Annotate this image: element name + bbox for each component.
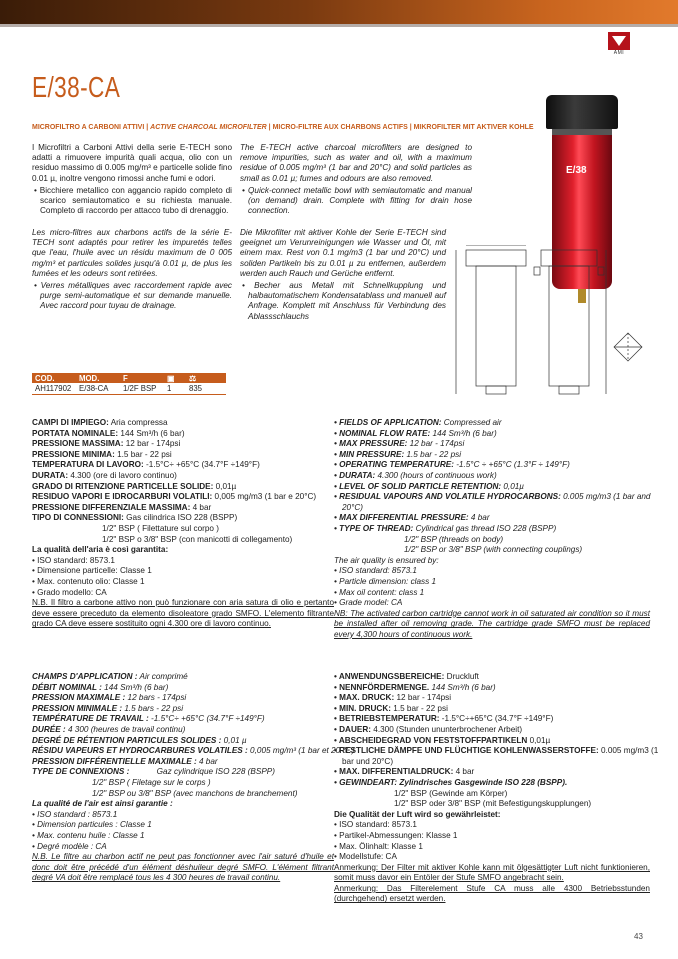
note-fr: N.B. Le filtre au charbon actif ne peut pas fonctionner avec l'air saturé d'huile et donc doit être précédé d'un élément déshuileur degré SMFO. L'élément filtrant degré VA doit être remplacé tous les 4 300 heures de travail continu. — [32, 852, 334, 883]
note-de-2: Anmerkung: Das Filterelement Stufe CA muss alle 4300 Betriebsstunden (durchgehend) ersetzt werden. — [334, 883, 650, 904]
product-label: E/38 — [566, 165, 587, 176]
banner-shadow — [0, 24, 678, 27]
technical-drawing — [446, 245, 646, 400]
top-banner — [0, 0, 678, 24]
col-weight-icon: ⚖ — [186, 373, 226, 383]
logo-mark-icon — [608, 32, 630, 50]
cell-qty: 1 — [164, 383, 186, 394]
intro-it-bullet: • Bicchiere metallico con aggancio rapido completo di scarico semiautomatico e su richiesta manuale. Completo di raccordo per attacco tubo di drenaggio. — [34, 185, 232, 216]
intro-en-bullet: • Quick-connect metallic bowl with semiautomatic and manual (on demand) drain. Complete with fitting for drain hose connection. — [242, 185, 472, 216]
note-de-1: Anmerkung: Der Filter mit aktiver Kohle kann mit ölgesättigter Luft nicht funktionieren, somit muss davor ein Entöler der Stufe SMFO angebracht sein. — [334, 862, 650, 883]
intro-en-paragraph: The E-TECH active charcoal microfilters are designed to remove impurities, such as water and oil, with a maximum residue of 0.005 mg/m³ (1 bar and 20°C) and solid particles as small as 0.01 µ; fumes and odours are also removed. — [240, 143, 472, 183]
intro-it — [32, 143, 232, 218]
intro-fr — [32, 228, 232, 314]
intro-en — [240, 143, 472, 218]
logo-text: AMI — [613, 50, 625, 56]
specs-it: CAMPI DI IMPIEGO: Aria compressa PORTATA NOMINALE: 144 Sm³/h (6 bar) PRESSIONE MASSIMA: 12 bar - 174psi PRESSIONE MINIMA: 1.5 bar - 22 psi TEMPERATURA DI LAVORO: -1.5°C÷ +65°C (34.7°F ÷149°F) DURATA: 4.300 (ore di lavoro continuo) GRADO DI RITENZIONE PARTICELLE SOLIDE: 0,01µ RESIDUO VAPORI E IDROCARBURI VOLATILI: 0,005 mg/m3 (1 bar e 20°C) PRESSIONE DIFFERENZIALE MASSIMA: 4 bar TIPO DI CONNESSIONI: Gas cilindrica ISO 228 (BSPP) 1/2" BSP ( Filettature sul corpo ) 1/2" BSP o 3/8" BSP (con manicotti di collegamento) La qualità dell'aria è così garantita: • ISO standard: 8573.1 • Dimensione particelle: Classe 1 • Max. contenuto olio: Classe 1 • Grado modello: CA N.B. Il filtro a carbone attivo non può funzionare con aria satura di olio e pertanto deve essere preceduto da elemento disoleatore grado SMFO. L'elemento filtrante grado CA deve essere sostituito ogni 4.300 ore di lavoro continuo. — [32, 418, 334, 629]
col-f: F — [120, 373, 164, 383]
col-mod: MOD. — [76, 373, 120, 383]
subtitle-de: MIKROFILTER MIT AKTIVER KOHLE — [413, 122, 534, 131]
specs-fr: CHAMPS D'APPLICATION : Air comprimé DÉBIT NOMINAL : 144 Sm³/h (6 bar) PRESSION MAXIMALE : 12 bars - 174psi PRESSION MINIMALE : 1.5 bars - 22 psi TEMPÉRATURE DE TRAVAIL : -1.5°C÷ +65°C (34.7°F ÷149°F) DURÉE : 4 300 (heures de travail continu) DEGRÉ DE RÉTENTION PARTICULES SOLIDES : 0,01 µ RÉSIDU VAPEURS ET HYDROCARBURES VOLATILES : 0,005 mg/m³ (1 bar et 20 °C) PRESSION DIFFÉRENTIELLE MAXIMALE : 4 bar TYPE DE CONNEXIONS : Gaz cylindrique ISO 228 (BSPP) 1/2" BSP ( Filetage sur le corps ) 1/2" BSP ou 3/8" BSP (avec manchons de branchement) La qualité de l'air est ainsi garantie : • ISO standard : 8573.1 • Dimension particules : Classe 1 • Max. contenu huile : Classe 1 • Degré modèle : CA N.B. Le filtre au charbon actif ne peut pas fonctionner avec l'air saturé d'huile et donc doit être précédé d'un élément déshuileur degré SMFO. L'élément filtrant degré VA doit être remplacé tous les 4 300 heures de travail continu. — [32, 672, 355, 883]
cell-mod: E/38-CA — [76, 383, 120, 394]
cell-weight: 835 — [186, 383, 226, 394]
page-number: 43 — [634, 932, 643, 941]
product-table — [32, 373, 226, 395]
specs-de: • ANWENDUNGSBEREICHE: Druckluft • NENNFÖRDERMENGE. 144 Sm³/h (6 bar) • MAX. DRUCK: 12 bar - 174psi • MIN. DRUCK: 1.5 bar - 22 psi • BETRIEBSTEMPERATUR: -1.5°C÷+65°C (34.7°F ÷149°F) • DAUER: 4.300 (Stunden ununterbrochener Arbeit) • ABSCHEIDEGRAD VON FESTSTOFFPARTIKELN 0,01µ • RESTLICHE DÄMPFE UND FLÜCHTIGE KOHLENWASSERSTOFFE: 0.005 mg/m3 (1 bar und 20°C) • MAX. DIFFERENTIALDRUCK: 4 bar • GEWINDEART: Zylindrisches Gasgewinde ISO 228 (BSPP). 1/2" BSP (Gewinde am Körper) 1/2" BSP oder 3/8" BSP (mit Befestigungskupplungen) Die Qualität der Luft wird so gewährleistet: • ISO standard: 8573.1 • Partikel-Abmessungen: Klasse 1 • Max. Ölinhalt: Klasse 1 • Modellstufe: CA Anmerkung: Der Filter mit aktiver Kohle kann mit ölgesättigter Luft nicht funktionieren, somit muss davor ein Entöler der Stufe SMFO angebracht sein. Anmerkung: Das Filterelement Stufe CA muss alle 4300 Betriebsstunden (durchgehend) ersetzt werden. — [334, 672, 659, 904]
specs-en: • FIELDS OF APPLICATION: Compressed air • NOMINAL FLOW RATE: 144 Sm³/h (6 bar) • MAX PRESSURE: 12 bar - 174psi • MIN PRESSURE: 1.5 bar - 22 psi • OPERATING TEMPERATURE: -1.5°C ÷ +65°C (1.3°F ÷ 149°F) • DURATA: 4.300 (hours of continuous work) • LEVEL OF SOLID PARTICLE RETENTION: 0,01µ • RESIDUAL VAPOURS AND VOLATILE HYDROCARBONS: 0.005 mg/m3 (1 bar and 20°C) • MAX DIFFERENTIAL PRESSURE: 4 bar • TYPE OF THREAD: Cylindrical gas thread ISO 228 (BSPP) 1/2" BSP (threads on body) 1/2" BSP or 3/8" BSP (with connecting couplings) The air quality is ensured by: • ISO standard: 8573.1 • Particle dimension: class 1 • Max oil content: class 1 • Grade model: CA NB: The activated carbon cartridge cannot work in oil saturated air condition so it must be installed after oil removing grade. The cartridge grade SMFO must be replaced every 4,300 hours of continuous work. — [334, 418, 651, 639]
page-title: E/38-CA — [32, 72, 121, 104]
subtitle: MICROFILTRO A CARBONI ATTIVI | ACTIVE CHARCOAL MICROFILTER | MICRO-FILTRE AUX CHARBONS ACTIFS | MIKROFILTER MIT AKTIVER KOHLE — [32, 122, 534, 131]
cell-f: 1/2F BSP — [120, 383, 164, 394]
note-it: N.B. Il filtro a carbone attivo non può funzionare con aria satura di olio e pertanto deve essere preceduto da elemento disoleatore grado SMFO. L'elemento filtrante grado CA deve essere sostituito ogni 4.300 ore di lavoro continuo. — [32, 598, 334, 629]
subtitle-fr: MICRO-FILTRE AUX CHARBONS ACTIFS — [272, 122, 408, 131]
filter-head — [546, 95, 618, 129]
col-box-icon: ▣ — [164, 373, 186, 383]
intro-de-paragraph: Die Mikrofilter mit aktiver Kohle der Serie E-TECH sind geeignet um Verunreinigungen wie Wasser und Öl, mit einem max. Rest von 0.1 mg/m3 (1 bar und 20°C) und soliden Partikeln bis zu 0.01 µ zu entfernen, außerdem werden auch Rauch und Gerüche entfernt. — [240, 228, 446, 278]
cell-cod: AH117902 — [32, 383, 76, 394]
table-header-row — [32, 373, 226, 383]
intro-fr-paragraph: Les micro-filtres aux charbons actifs de la série E-TECH sont adaptés pour retirer les impuretés telles que l'eau, l'huile avec un résidu maximum de 0 005 mg/m³ et particules solides jusqu'à 0.01 µ, de plus les fumées et les odeurs sont retirées. — [32, 228, 232, 278]
intro-de — [240, 228, 446, 324]
intro-de-bullet: • Becher aus Metall mit Schnellkupplung und halbautomatischem Kondensatablass und manuell auf Anfrage. Komplett mit Anschluss für Verbindung des Ablassschlauchs — [242, 281, 446, 321]
subtitle-en: ACTIVE CHARCOAL MICROFILTER — [150, 122, 267, 131]
brand-logo — [604, 32, 634, 58]
subtitle-it: MICROFILTRO A CARBONI ATTIVI — [32, 122, 145, 131]
table-row — [32, 383, 226, 394]
intro-fr-bullet: • Verres métalliques avec raccordement rapide avec purge semi-automatique et sur demande manuelle. Avec raccord pour tuyau de drainage. — [34, 281, 232, 311]
note-en: NB: The activated carbon cartridge cannot work in oil saturated air condition so it must be installed after oil removing grade. The cartridge grade SMFO must be replaced every 4,300 hours of continuous work. — [334, 608, 650, 639]
intro-it-paragraph: I Microfiltri a Carboni Attivi della serie E-TECH sono adatti a rimuovere impurità quali acqua, olio con un residuo massimo di 0.005 mg/m³ e particelle solide fino 0.01 µ, inoltre vengono rimossi anche fumi e odori. — [32, 143, 232, 183]
col-cod: COD. — [32, 373, 76, 383]
